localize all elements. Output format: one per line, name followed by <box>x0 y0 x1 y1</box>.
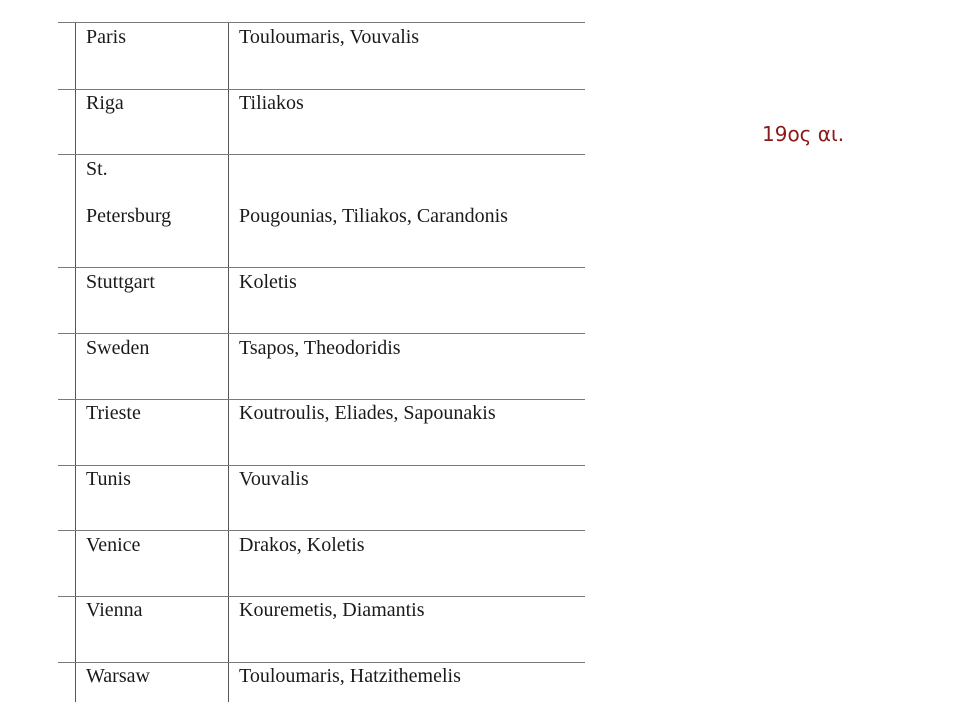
table-rule <box>58 530 585 531</box>
table-left-border <box>75 22 76 702</box>
table-column-divider <box>228 22 229 702</box>
table-rule <box>58 333 585 334</box>
city-cell: Riga <box>86 92 124 114</box>
names-cell: Vouvalis <box>239 468 309 490</box>
city-cell: Paris <box>86 26 126 48</box>
names-cell: Touloumaris, Vouvalis <box>239 26 420 48</box>
names-cell: Kouremetis, Diamantis <box>239 599 425 621</box>
city-cell: Venice <box>86 534 141 556</box>
table-rule <box>58 22 585 23</box>
city-cell: Warsaw <box>86 665 150 687</box>
city-cell-line2: Petersburg <box>86 205 172 227</box>
city-cell: Sweden <box>86 337 150 359</box>
names-cell: Pougounias, Tiliakos, Carandonis <box>239 205 508 227</box>
names-cell: Tsapos, Theodoridis <box>239 337 401 359</box>
table-rule <box>58 465 585 466</box>
names-cell: Koletis <box>239 271 297 293</box>
names-cell: Tiliakos <box>239 92 304 114</box>
city-cell-line1: St. <box>86 158 108 180</box>
city-cell: Trieste <box>86 402 141 424</box>
names-cell: Koutroulis, Eliades, Sapounakis <box>239 402 496 424</box>
table-rule <box>58 267 585 268</box>
city-cell: Tunis <box>86 468 131 490</box>
table-rule <box>58 89 585 90</box>
names-cell: Touloumaris, Hatzithemelis <box>239 665 461 687</box>
city-cell: Vienna <box>86 599 143 621</box>
city-cell: Stuttgart <box>86 271 155 293</box>
table-rule <box>58 399 585 400</box>
table-rule <box>58 596 585 597</box>
names-cell: Drakos, Koletis <box>239 534 365 556</box>
table-rule <box>58 154 585 155</box>
century-note: 19ος αι. <box>762 122 845 146</box>
table-rule <box>58 662 585 663</box>
